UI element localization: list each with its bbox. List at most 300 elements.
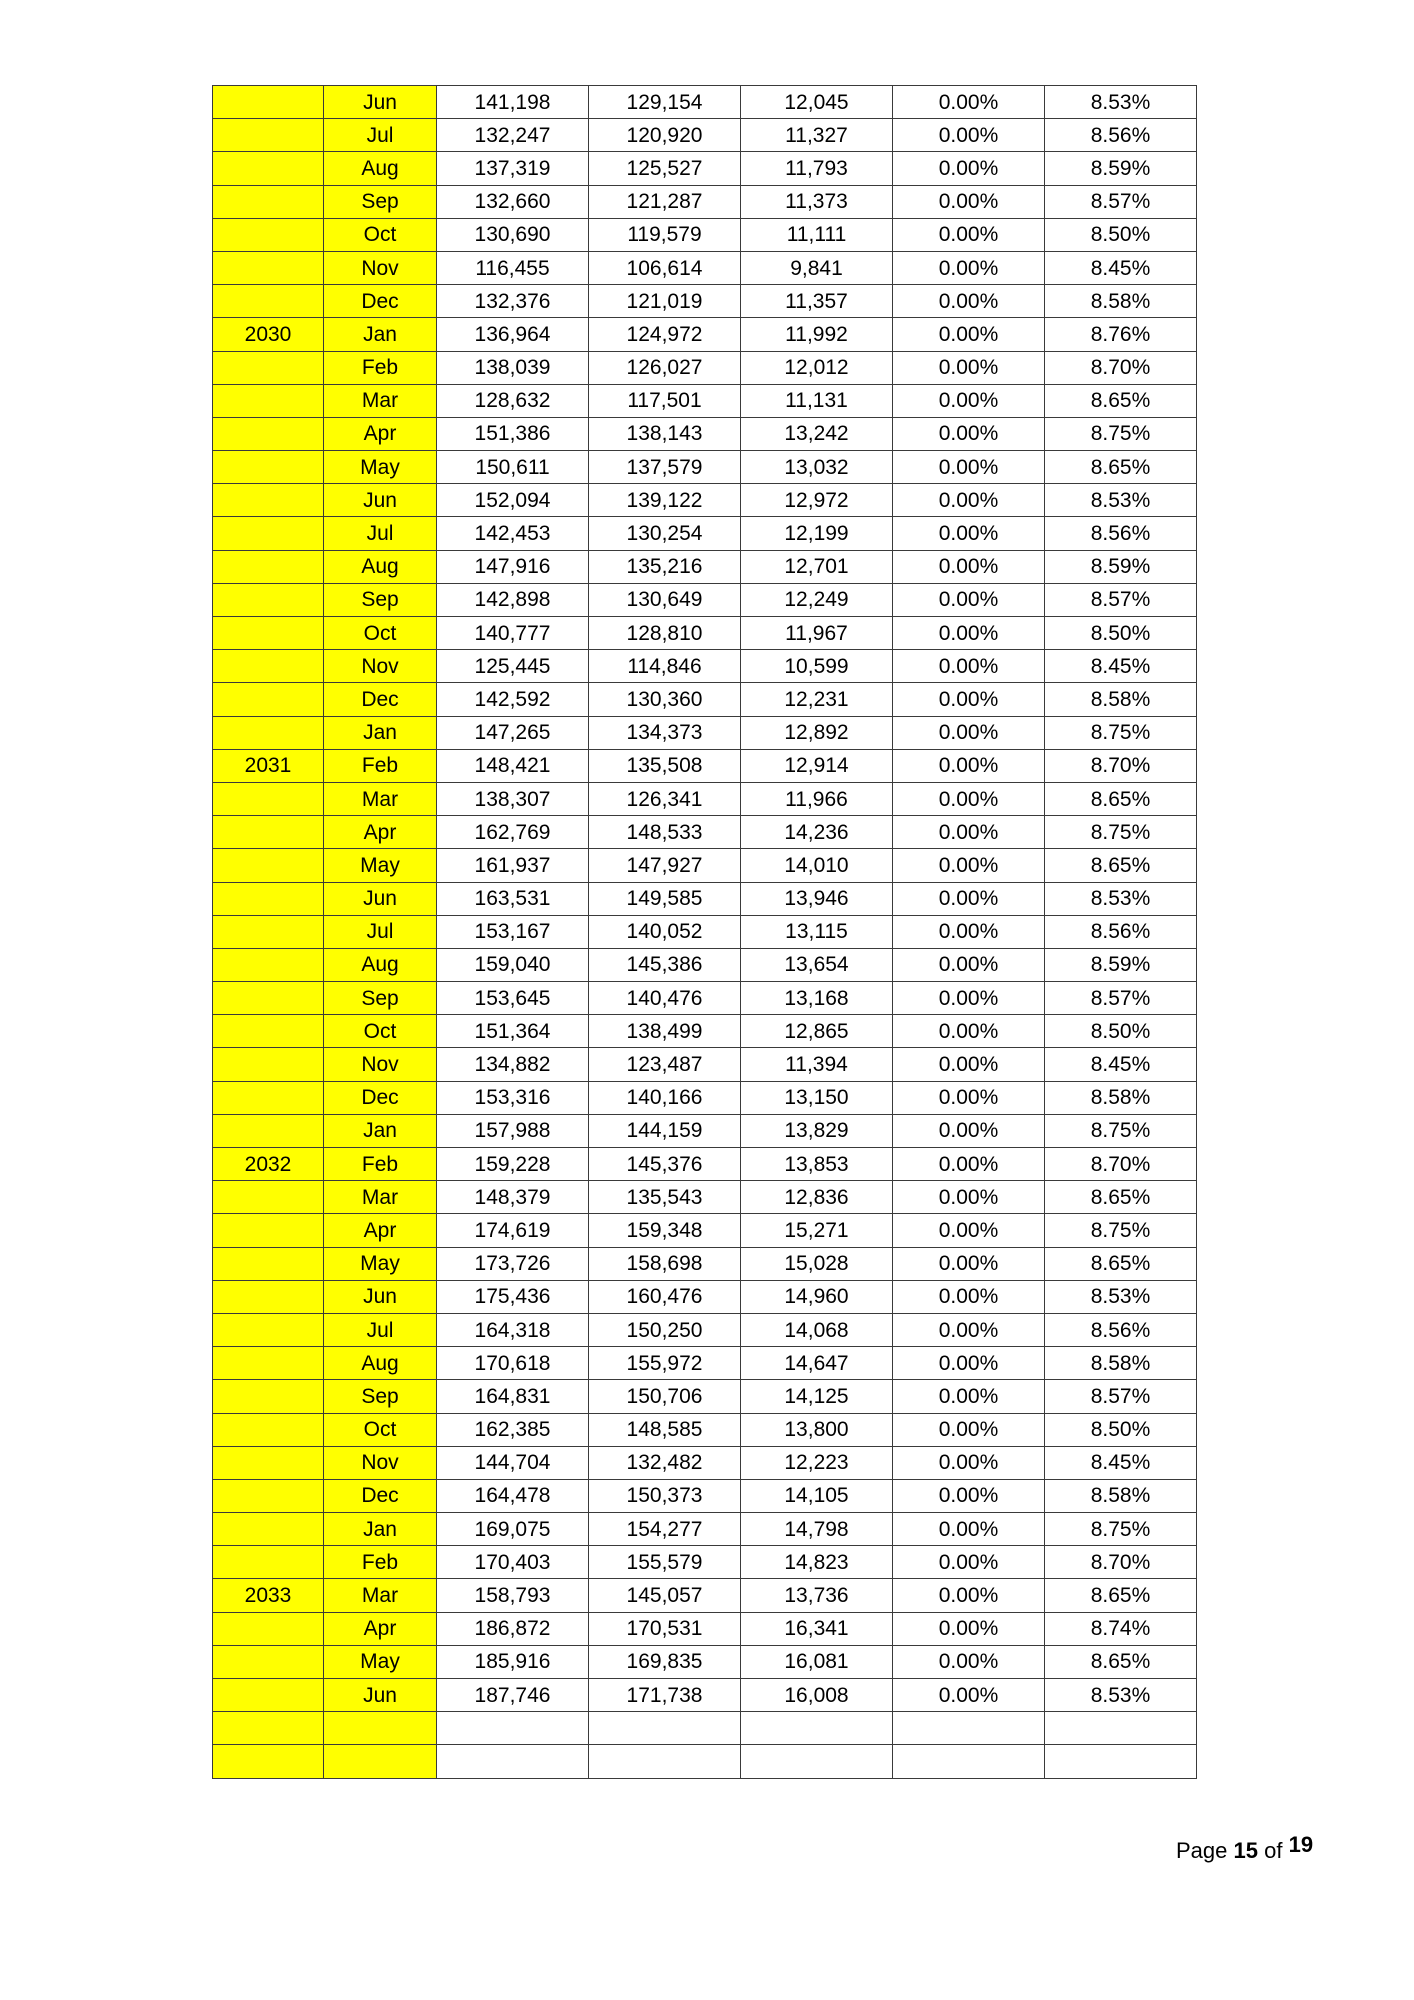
value-cell-c4: 0.00% (893, 1413, 1045, 1446)
month-cell (324, 1745, 437, 1778)
value-cell-c4: 0.00% (893, 86, 1045, 119)
month-cell: Feb (324, 1546, 437, 1579)
month-cell: Sep (324, 982, 437, 1015)
value-cell-c4: 0.00% (893, 1645, 1045, 1678)
value-cell-c5: 8.70% (1045, 1546, 1197, 1579)
value-cell-c3: 12,231 (741, 683, 893, 716)
value-cell-c4: 0.00% (893, 683, 1045, 716)
value-cell-c4: 0.00% (893, 882, 1045, 915)
value-cell-c3: 13,829 (741, 1114, 893, 1147)
value-cell-c1: 159,040 (437, 948, 589, 981)
value-cell-c3: 14,236 (741, 816, 893, 849)
year-cell (213, 550, 324, 583)
value-cell-c4: 0.00% (893, 1479, 1045, 1512)
value-cell-c2: 170,531 (589, 1612, 741, 1645)
year-cell: 2030 (213, 318, 324, 351)
table-row (213, 1612, 1197, 1645)
value-cell-c2: 140,166 (589, 1081, 741, 1114)
value-cell-c2: 130,649 (589, 583, 741, 616)
year-cell (213, 517, 324, 550)
value-cell-c3: 12,972 (741, 484, 893, 517)
value-cell-c2: 171,738 (589, 1679, 741, 1712)
year-cell (213, 1645, 324, 1678)
month-cell: Dec (324, 1081, 437, 1114)
table-row (213, 849, 1197, 882)
value-cell-c4: 0.00% (893, 384, 1045, 417)
table-row (213, 451, 1197, 484)
table-row (213, 185, 1197, 218)
value-cell-c4: 0.00% (893, 1015, 1045, 1048)
value-cell-c4: 0.00% (893, 185, 1045, 218)
value-cell-c1: 150,611 (437, 451, 589, 484)
value-cell-c1: 140,777 (437, 617, 589, 650)
table-row (213, 1380, 1197, 1413)
value-cell-c5: 8.45% (1045, 650, 1197, 683)
value-cell-c2: 114,846 (589, 650, 741, 683)
month-cell: Jul (324, 1313, 437, 1346)
value-cell-c1: 138,039 (437, 351, 589, 384)
value-cell-c2: 145,386 (589, 948, 741, 981)
month-cell: Nov (324, 251, 437, 284)
month-cell: Apr (324, 1612, 437, 1645)
value-cell-c2: 121,019 (589, 285, 741, 318)
value-cell-c2: 145,376 (589, 1148, 741, 1181)
year-cell (213, 1679, 324, 1712)
table-row (213, 517, 1197, 550)
month-cell: Feb (324, 351, 437, 384)
month-cell: Jul (324, 119, 437, 152)
month-cell: Feb (324, 1148, 437, 1181)
value-cell-c3: 13,150 (741, 1081, 893, 1114)
value-cell-c2: 160,476 (589, 1280, 741, 1313)
year-cell (213, 484, 324, 517)
value-cell-c4: 0.00% (893, 1347, 1045, 1380)
value-cell-c4 (893, 1712, 1045, 1745)
month-cell: Jan (324, 716, 437, 749)
value-cell-c5: 8.59% (1045, 550, 1197, 583)
table-row (213, 716, 1197, 749)
value-cell-c2: 134,373 (589, 716, 741, 749)
value-cell-c3: 13,654 (741, 948, 893, 981)
month-cell: Oct (324, 1413, 437, 1446)
value-cell-c3: 11,327 (741, 119, 893, 152)
value-cell-c5: 8.65% (1045, 849, 1197, 882)
value-cell-c2: 128,810 (589, 617, 741, 650)
value-cell-c2: 135,543 (589, 1181, 741, 1214)
value-cell-c5: 8.58% (1045, 1479, 1197, 1512)
value-cell-c4: 0.00% (893, 119, 1045, 152)
table-row (213, 948, 1197, 981)
month-cell: Dec (324, 683, 437, 716)
value-cell-c5: 8.65% (1045, 1645, 1197, 1678)
value-cell-c5: 8.76% (1045, 318, 1197, 351)
year-cell (213, 1015, 324, 1048)
value-cell-c4: 0.00% (893, 1546, 1045, 1579)
value-cell-c5: 8.53% (1045, 1679, 1197, 1712)
table-row (213, 816, 1197, 849)
value-cell-c5: 8.75% (1045, 816, 1197, 849)
value-cell-c1: 170,618 (437, 1347, 589, 1380)
table-row (213, 583, 1197, 616)
table-row (213, 650, 1197, 683)
value-cell-c1: 162,769 (437, 816, 589, 849)
value-cell-c1: 169,075 (437, 1513, 589, 1546)
value-cell-c4: 0.00% (893, 617, 1045, 650)
value-cell-c2: 148,585 (589, 1413, 741, 1446)
value-cell-c2: 140,052 (589, 915, 741, 948)
value-cell-c1: 153,645 (437, 982, 589, 1015)
value-cell-c1: 134,882 (437, 1048, 589, 1081)
value-cell-c3: 12,012 (741, 351, 893, 384)
value-cell-c5: 8.45% (1045, 1048, 1197, 1081)
table-row (213, 119, 1197, 152)
value-cell-c1: 151,386 (437, 417, 589, 450)
value-cell-c3: 11,992 (741, 318, 893, 351)
value-cell-c1: 148,421 (437, 749, 589, 782)
month-cell: Jul (324, 915, 437, 948)
value-cell-c4: 0.00% (893, 251, 1045, 284)
value-cell-c2: 159,348 (589, 1214, 741, 1247)
value-cell-c5: 8.50% (1045, 1413, 1197, 1446)
value-cell-c2 (589, 1712, 741, 1745)
year-cell (213, 948, 324, 981)
year-cell (213, 849, 324, 882)
value-cell-c5: 8.50% (1045, 617, 1197, 650)
month-cell: Jun (324, 484, 437, 517)
table-row (213, 86, 1197, 119)
value-cell-c4: 0.00% (893, 1148, 1045, 1181)
value-cell-c1: 125,445 (437, 650, 589, 683)
table-row (213, 915, 1197, 948)
table-row (213, 617, 1197, 650)
value-cell-c5: 8.65% (1045, 1247, 1197, 1280)
value-cell-c3: 13,032 (741, 451, 893, 484)
value-cell-c3: 10,599 (741, 650, 893, 683)
year-cell (213, 1479, 324, 1512)
value-cell-c2: 140,476 (589, 982, 741, 1015)
table-row (213, 1679, 1197, 1712)
value-cell-c2: 119,579 (589, 218, 741, 251)
month-cell: Feb (324, 749, 437, 782)
year-cell (213, 683, 324, 716)
value-cell-c5: 8.70% (1045, 749, 1197, 782)
value-cell-c2: 106,614 (589, 251, 741, 284)
value-cell-c5: 8.59% (1045, 152, 1197, 185)
value-cell-c1: 141,198 (437, 86, 589, 119)
table-row (213, 1247, 1197, 1280)
value-cell-c5: 8.70% (1045, 1148, 1197, 1181)
value-cell-c1: 187,746 (437, 1679, 589, 1712)
table-row (213, 550, 1197, 583)
value-cell-c3: 12,701 (741, 550, 893, 583)
value-cell-c2 (589, 1745, 741, 1778)
value-cell-c2: 155,972 (589, 1347, 741, 1380)
value-cell-c5: 8.75% (1045, 1513, 1197, 1546)
value-cell-c3: 11,357 (741, 285, 893, 318)
table-row (213, 417, 1197, 450)
value-cell-c3: 16,008 (741, 1679, 893, 1712)
year-cell (213, 1081, 324, 1114)
table-row (213, 1712, 1197, 1745)
value-cell-c2: 126,341 (589, 782, 741, 815)
table-row (213, 1446, 1197, 1479)
year-cell (213, 1513, 324, 1546)
value-cell-c2: 123,487 (589, 1048, 741, 1081)
value-cell-c2: 120,920 (589, 119, 741, 152)
page-current: 15 (1233, 1838, 1258, 1863)
year-cell (213, 451, 324, 484)
value-cell-c5 (1045, 1745, 1197, 1778)
month-cell: Dec (324, 1479, 437, 1512)
year-cell (213, 982, 324, 1015)
value-cell-c1: 130,690 (437, 218, 589, 251)
value-cell-c1: 138,307 (437, 782, 589, 815)
value-cell-c2: 144,159 (589, 1114, 741, 1147)
value-cell-c5: 8.65% (1045, 384, 1197, 417)
value-cell-c2: 125,527 (589, 152, 741, 185)
month-cell: Dec (324, 285, 437, 318)
value-cell-c5: 8.56% (1045, 1313, 1197, 1346)
value-cell-c3: 12,892 (741, 716, 893, 749)
year-cell (213, 782, 324, 815)
value-cell-c4: 0.00% (893, 650, 1045, 683)
value-cell-c5: 8.59% (1045, 948, 1197, 981)
value-cell-c3: 14,105 (741, 1479, 893, 1512)
year-cell (213, 1380, 324, 1413)
value-cell-c5: 8.53% (1045, 882, 1197, 915)
value-cell-c2: 137,579 (589, 451, 741, 484)
value-cell-c2: 121,287 (589, 185, 741, 218)
table-row (213, 1479, 1197, 1512)
value-cell-c4: 0.00% (893, 1280, 1045, 1313)
value-cell-c2: 150,250 (589, 1313, 741, 1346)
value-cell-c5: 8.58% (1045, 683, 1197, 716)
value-cell-c3: 12,199 (741, 517, 893, 550)
value-cell-c5: 8.50% (1045, 1015, 1197, 1048)
value-cell-c1: 132,660 (437, 185, 589, 218)
value-cell-c5: 8.65% (1045, 451, 1197, 484)
value-cell-c5: 8.57% (1045, 185, 1197, 218)
year-cell (213, 1712, 324, 1745)
year-cell (213, 417, 324, 450)
year-cell (213, 1048, 324, 1081)
value-cell-c3: 14,068 (741, 1313, 893, 1346)
table-row (213, 1214, 1197, 1247)
value-cell-c1: 128,632 (437, 384, 589, 417)
month-cell: Jun (324, 1679, 437, 1712)
year-cell (213, 1446, 324, 1479)
month-cell: Nov (324, 1048, 437, 1081)
year-cell (213, 1214, 324, 1247)
value-cell-c3: 13,800 (741, 1413, 893, 1446)
table-row (213, 1546, 1197, 1579)
value-cell-c4: 0.00% (893, 1114, 1045, 1147)
value-cell-c1: 164,831 (437, 1380, 589, 1413)
value-cell-c5: 8.53% (1045, 86, 1197, 119)
month-cell: Jul (324, 517, 437, 550)
value-cell-c4: 0.00% (893, 1081, 1045, 1114)
value-cell-c5: 8.75% (1045, 716, 1197, 749)
value-cell-c3: 11,966 (741, 782, 893, 815)
value-cell-c4: 0.00% (893, 417, 1045, 450)
value-cell-c4: 0.00% (893, 1579, 1045, 1612)
value-cell-c5: 8.56% (1045, 915, 1197, 948)
value-cell-c4: 0.00% (893, 285, 1045, 318)
value-cell-c3: 11,111 (741, 218, 893, 251)
value-cell-c2: 130,360 (589, 683, 741, 716)
value-cell-c4 (893, 1745, 1045, 1778)
table-row (213, 782, 1197, 815)
value-cell-c2: 135,216 (589, 550, 741, 583)
month-cell: Mar (324, 1579, 437, 1612)
value-cell-c5: 8.65% (1045, 1579, 1197, 1612)
value-cell-c3: 11,373 (741, 185, 893, 218)
year-cell (213, 1612, 324, 1645)
value-cell-c5: 8.65% (1045, 1181, 1197, 1214)
month-cell: May (324, 451, 437, 484)
table-row (213, 152, 1197, 185)
table-row (213, 484, 1197, 517)
value-cell-c3: 12,914 (741, 749, 893, 782)
value-cell-c1: 142,453 (437, 517, 589, 550)
value-cell-c4: 0.00% (893, 550, 1045, 583)
value-cell-c3: 11,131 (741, 384, 893, 417)
value-cell-c4: 0.00% (893, 816, 1045, 849)
value-cell-c3 (741, 1712, 893, 1745)
table-row (213, 1048, 1197, 1081)
table-row (213, 1347, 1197, 1380)
year-cell (213, 152, 324, 185)
value-cell-c4: 0.00% (893, 1181, 1045, 1214)
value-cell-c2: 126,027 (589, 351, 741, 384)
value-cell-c2: 148,533 (589, 816, 741, 849)
value-cell-c1 (437, 1745, 589, 1778)
year-cell (213, 218, 324, 251)
value-cell-c4: 0.00% (893, 583, 1045, 616)
year-cell (213, 119, 324, 152)
table-row (213, 1413, 1197, 1446)
table-row (213, 1181, 1197, 1214)
value-cell-c1 (437, 1712, 589, 1745)
value-cell-c1: 170,403 (437, 1546, 589, 1579)
value-cell-c1: 136,964 (437, 318, 589, 351)
year-cell (213, 1413, 324, 1446)
value-cell-c2: 138,143 (589, 417, 741, 450)
year-cell (213, 1114, 324, 1147)
table-row (213, 1148, 1197, 1181)
year-cell (213, 816, 324, 849)
value-cell-c1: 173,726 (437, 1247, 589, 1280)
value-cell-c5: 8.53% (1045, 1280, 1197, 1313)
value-cell-c2: 154,277 (589, 1513, 741, 1546)
value-cell-c1: 162,385 (437, 1413, 589, 1446)
value-cell-c1: 147,265 (437, 716, 589, 749)
value-cell-c2: 155,579 (589, 1546, 741, 1579)
value-cell-c3: 15,271 (741, 1214, 893, 1247)
month-cell: Jan (324, 1513, 437, 1546)
data-table (212, 85, 1197, 1779)
value-cell-c1: 157,988 (437, 1114, 589, 1147)
table-row (213, 318, 1197, 351)
year-cell (213, 583, 324, 616)
value-cell-c4: 0.00% (893, 1247, 1045, 1280)
value-cell-c2: 150,706 (589, 1380, 741, 1413)
table-row (213, 882, 1197, 915)
month-cell: Sep (324, 185, 437, 218)
year-cell (213, 1280, 324, 1313)
month-cell: Mar (324, 782, 437, 815)
month-cell: Oct (324, 218, 437, 251)
value-cell-c4: 0.00% (893, 948, 1045, 981)
year-cell (213, 1745, 324, 1778)
value-cell-c5: 8.58% (1045, 1347, 1197, 1380)
value-cell-c3: 14,010 (741, 849, 893, 882)
value-cell-c1: 185,916 (437, 1645, 589, 1678)
value-cell-c3: 13,853 (741, 1148, 893, 1181)
value-cell-c1: 147,916 (437, 550, 589, 583)
value-cell-c5: 8.70% (1045, 351, 1197, 384)
year-cell (213, 1313, 324, 1346)
table-row (213, 1015, 1197, 1048)
value-cell-c3: 12,836 (741, 1181, 893, 1214)
table-row (213, 1313, 1197, 1346)
value-cell-c2: 169,835 (589, 1645, 741, 1678)
value-cell-c3: 13,242 (741, 417, 893, 450)
page-of: of (1264, 1838, 1283, 1863)
value-cell-c4: 0.00% (893, 1446, 1045, 1479)
value-cell-c3: 11,967 (741, 617, 893, 650)
value-cell-c5: 8.57% (1045, 982, 1197, 1015)
value-cell-c5 (1045, 1712, 1197, 1745)
value-cell-c2: 147,927 (589, 849, 741, 882)
value-cell-c5: 8.65% (1045, 782, 1197, 815)
month-cell: Aug (324, 550, 437, 583)
value-cell-c2: 132,482 (589, 1446, 741, 1479)
value-cell-c2: 117,501 (589, 384, 741, 417)
value-cell-c3: 12,865 (741, 1015, 893, 1048)
value-cell-c2: 135,508 (589, 749, 741, 782)
table-row (213, 1579, 1197, 1612)
month-cell: Aug (324, 948, 437, 981)
table-row (213, 218, 1197, 251)
value-cell-c1: 137,319 (437, 152, 589, 185)
page-prefix: Page (1176, 1838, 1228, 1863)
value-cell-c4: 0.00% (893, 318, 1045, 351)
table-row (213, 1280, 1197, 1313)
value-cell-c1: 186,872 (437, 1612, 589, 1645)
month-cell: Oct (324, 617, 437, 650)
value-cell-c3: 11,394 (741, 1048, 893, 1081)
value-cell-c4: 0.00% (893, 218, 1045, 251)
value-cell-c3: 14,823 (741, 1546, 893, 1579)
value-cell-c4: 0.00% (893, 451, 1045, 484)
page-footer (1176, 1832, 1314, 1864)
value-cell-c5: 8.74% (1045, 1612, 1197, 1645)
value-cell-c4: 0.00% (893, 1612, 1045, 1645)
value-cell-c3: 13,115 (741, 915, 893, 948)
value-cell-c4: 0.00% (893, 982, 1045, 1015)
year-cell (213, 617, 324, 650)
value-cell-c1: 164,478 (437, 1479, 589, 1512)
value-cell-c2: 145,057 (589, 1579, 741, 1612)
value-cell-c1: 148,379 (437, 1181, 589, 1214)
value-cell-c5: 8.58% (1045, 285, 1197, 318)
value-cell-c1: 158,793 (437, 1579, 589, 1612)
table-row (213, 982, 1197, 1015)
page-total: 19 (1288, 1832, 1314, 1857)
value-cell-c2: 158,698 (589, 1247, 741, 1280)
year-cell (213, 1546, 324, 1579)
